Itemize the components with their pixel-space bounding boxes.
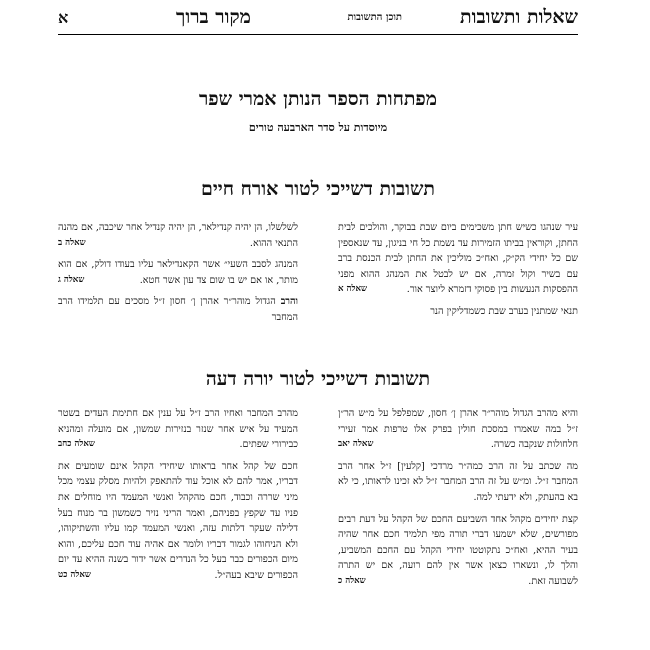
entry xyxy=(338,459,578,506)
running-head-section: תוכן התשובות xyxy=(347,12,402,23)
section-2-left-column xyxy=(58,406,298,590)
page-number: א xyxy=(58,8,69,27)
entry xyxy=(58,257,298,288)
book-subtitle: מיוסדות על סדר הארבעה טורים xyxy=(248,121,388,134)
question-ref: שאלה כ xyxy=(338,575,366,586)
running-head-title: שאלות ותשובות xyxy=(460,6,578,28)
question-ref: שאלה כט xyxy=(58,569,91,580)
entry-lead: והרב xyxy=(280,296,298,308)
running-head-author: מקור ברוך xyxy=(176,6,251,28)
entry-text: חכם של קהל אחר בראותו שיחידי הקהל אינם שומעים את דבריו, אמר להם לא אוכל עוד להתאפק ולהיות מסלק עצמי מכל מיני שררה וכבוד, חכם מהקהל ואנשי המעמד היו מוחלים את פניו עד שקפץ בפניהם, ואמר הריני נזיר כשמשון בר מנוח בעל דלילה שעקר דלתות עזה, ואנשי המעמד קמו עליו והשתיקוהו, ולא הניחוהו לגמור דבריו ולומר אם אהיה עוד חכם עליכם, והוא מיום הכפורים כבר בעל כל הנדרים אשר ידור בשנה ההיא עד יום הכפורים שיבא בעה״ל. xyxy=(58,460,298,581)
running-head xyxy=(58,6,578,34)
header-rule xyxy=(58,34,578,35)
section-1-right-column xyxy=(338,220,578,326)
section-title-yoreh-deah: תשובות דשייכי לטור יורה דעה xyxy=(205,368,431,390)
entry xyxy=(338,512,578,590)
entry-text: הגדול מוהר״ר אהרן ן׳ חסון ז״ל מסכים עם תלמידו הרב המחבר xyxy=(58,296,298,323)
entry-text: מהרב המחבר ואחיו הרב ז״ל על ענין אם חתימת העדים בשטר המעיד על איש אחר שנזר בנזירות שמשון, אם מועלה ומהניא כבירורי שפתים. xyxy=(58,408,298,451)
question-ref: שאלה ג xyxy=(58,274,85,285)
section-title-orach-chaim: תשובות דשייכי לטור אורח חיים xyxy=(200,178,436,200)
entry xyxy=(338,220,578,298)
entry-text: המנהג לסבב השעי״ אשר הקאנדילאר עליו בעודו דולק, אם הוא מותר, או אם יש בו שום צד עון אשר חטא. xyxy=(58,259,298,286)
entry-text: מה שכתב על זה הרב כמה״ר מרדכי [קלעין] ז״ל אחר הרב המחבר ז״ל. ומ״ש על זה הרב המחבר ז״ל לא זכינו לראותו, כי לא בא בהעתק, ולא ידעתי למה. xyxy=(338,460,578,503)
entry xyxy=(58,406,298,453)
entry xyxy=(58,459,298,584)
question-ref: שאלה יאב xyxy=(338,439,374,450)
entry xyxy=(58,220,298,251)
entry xyxy=(338,406,578,453)
question-ref: שאלה א xyxy=(338,284,368,295)
entry xyxy=(338,304,578,320)
entry-text: והיא מהרב הגדול מוהר״ר אהרן ן׳ חסון, שמפלפל על מ״ש הר״ן ז״ל במה שאמרו במסכת חולין בפרק אלו טרפות אמר זעירי חלחולות שנקבה כשרה. xyxy=(338,408,578,451)
entry-text: לשלשלו, הן יהיה קנדילאר, הן יהיה קנדיל אחר שיכבה, אם מהנה התנאי ההוא. xyxy=(58,222,298,249)
book-title: מפתחות הספר הנותן אמרי שפר xyxy=(198,88,438,110)
question-ref: שאלה כחב xyxy=(58,439,95,450)
section-2-right-column xyxy=(338,406,578,596)
entry-text: עיר שנהגו כשיש חתן משכימים ביום שבת בבוקר, והולכים לבית החתן, וקוראין בביתו הזמירות עד נשמת כל חי בניגון, עד שנאספין שם כל יחידי הק״ק, ואח״כ מוליכין את החתן לבית הכנסת ברב עם בשיר וקול זמרה, אם יש לבטל את המנהג ההוא מפני ההפסקות הנעשות בין פסוקי דזמרא ליוצר אור. xyxy=(338,222,578,296)
section-1-left-column xyxy=(58,220,298,332)
entry-text: קצת יחידים מקהל אחד השביעם החכם של הקהל על דעת רבים מפורשים, שלא ישמעו דברי תורה מפי תלמיד חכם אחר שהיה בעיר ההיא, ואח״כ נתקוטטו יחידי הקהל עם החכם המשביע, והלך לו, ונשארו כצאן אשר אין להם רועה, אם יש התרה לשבועה זאת. xyxy=(338,513,578,587)
question-ref: שאלה ב xyxy=(58,237,86,248)
entry xyxy=(58,294,298,325)
entry-text: תנאי שמתנין בערב שבת כשמדליקין הנר xyxy=(430,305,578,317)
